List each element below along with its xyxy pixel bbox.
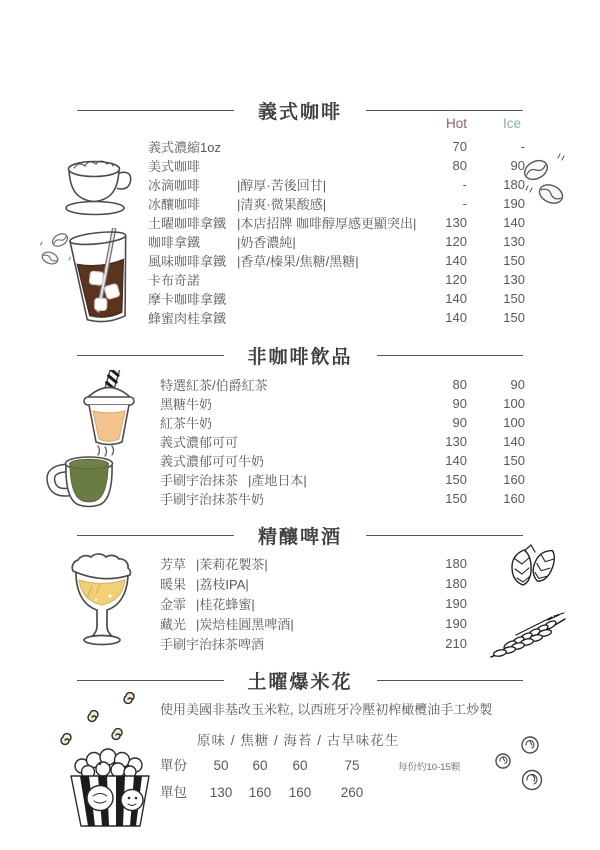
beer-glass-icon bbox=[52, 550, 152, 655]
popcorn-flavors-header: 原味 / 焦糖 / 海苔 / 古早味花生 bbox=[197, 733, 400, 748]
divider-line-right bbox=[366, 535, 523, 536]
non-coffee-item-list bbox=[160, 375, 525, 508]
item-name: 冰滴咖啡 bbox=[148, 178, 201, 193]
section-title-non-coffee: 非咖啡飲品 bbox=[247, 347, 353, 368]
espresso-item-list bbox=[148, 137, 525, 327]
item-price: 190 bbox=[445, 595, 467, 611]
hot-column-label: Hot bbox=[445, 116, 467, 131]
item-price-hot: 120 bbox=[445, 272, 467, 287]
divider-line-left bbox=[77, 535, 234, 536]
item-price-hot: 140 bbox=[445, 253, 467, 268]
menu-item-row bbox=[148, 213, 525, 232]
iced-coffee-icon bbox=[62, 228, 142, 328]
popcorn-price-row-single bbox=[160, 754, 460, 774]
divider-line-right bbox=[377, 680, 524, 681]
item-desc: |香草/榛果/焦糖/黑糖| bbox=[237, 254, 359, 269]
menu-item-row bbox=[160, 573, 525, 593]
item-price-hot: 140 bbox=[445, 291, 467, 306]
menu-item-row bbox=[160, 633, 525, 653]
menu-item-row bbox=[148, 232, 525, 251]
menu-item-row bbox=[160, 553, 525, 573]
coffee-beans-icon bbox=[520, 152, 568, 214]
item-name: 蜂蜜肉桂拿鐵 bbox=[148, 311, 227, 326]
section-header-craft-beer bbox=[77, 522, 523, 549]
item-name: 冰釀咖啡 bbox=[148, 197, 201, 212]
item-price-hot: 120 bbox=[445, 234, 467, 249]
item-price-ice: 160 bbox=[503, 472, 525, 487]
popcorn-price: 75 bbox=[344, 758, 360, 773]
item-name: 特選紅茶/伯爵紅茶 bbox=[160, 378, 268, 393]
popcorn-price: 60 bbox=[292, 758, 308, 773]
item-name: 手刷宇治抹茶牛奶 bbox=[160, 492, 265, 507]
popcorn-price: 160 bbox=[288, 785, 312, 800]
item-price: 180 bbox=[445, 555, 467, 571]
popcorn-price: 260 bbox=[340, 785, 364, 800]
popcorn-serving-note: 每份約10-15顆 bbox=[398, 762, 461, 773]
item-price-hot: 70 bbox=[452, 139, 467, 154]
divider-line-right bbox=[366, 110, 523, 111]
popcorn-row-label: 單份 bbox=[160, 758, 187, 773]
item-price-hot: 140 bbox=[445, 310, 467, 325]
price-column-headers bbox=[148, 116, 525, 131]
item-price-ice: 100 bbox=[503, 396, 525, 411]
item-name: 手刷宇治抹茶啤酒 bbox=[160, 636, 265, 652]
popcorn-price: 50 bbox=[213, 758, 229, 773]
item-name: 黑糖牛奶 bbox=[160, 397, 213, 412]
popcorn-price: 160 bbox=[248, 785, 272, 800]
section-header-popcorn bbox=[77, 667, 523, 694]
section-title-craft-beer: 精釀啤酒 bbox=[258, 527, 343, 548]
item-name: 暖果 bbox=[160, 576, 187, 592]
item-name: 紅茶牛奶 bbox=[160, 416, 213, 431]
item-price-ice: 90 bbox=[510, 377, 525, 392]
item-name: 土曜咖啡拿鐵 bbox=[148, 216, 227, 231]
item-name: 藏光 bbox=[160, 616, 187, 632]
menu-item-row bbox=[148, 289, 525, 308]
popcorn-bits-icon bbox=[490, 732, 552, 798]
item-price-ice: 100 bbox=[503, 415, 525, 430]
divider-line-left bbox=[77, 680, 224, 681]
hops-icon bbox=[505, 542, 563, 592]
item-price-hot: 130 bbox=[445, 215, 467, 230]
item-price-hot: 80 bbox=[452, 377, 467, 392]
menu-item-row bbox=[160, 489, 525, 508]
item-price-hot: 90 bbox=[452, 415, 467, 430]
item-price-ice: 150 bbox=[503, 253, 525, 268]
menu-item-row bbox=[148, 270, 525, 289]
item-desc: |產地日本| bbox=[248, 473, 307, 488]
item-price-ice: 130 bbox=[503, 272, 525, 287]
craft-beer-item-list bbox=[160, 553, 525, 653]
ice-column-label: Ice bbox=[502, 116, 521, 131]
item-price: 180 bbox=[445, 575, 467, 591]
item-desc: |醇厚·苦後回甘| bbox=[237, 178, 327, 193]
item-name: 芳草 bbox=[160, 556, 187, 572]
item-price-ice: 130 bbox=[503, 234, 525, 249]
menu-item-row bbox=[160, 451, 525, 470]
popcorn-box-icon bbox=[48, 692, 173, 832]
item-price-hot: 80 bbox=[452, 158, 467, 173]
item-price-ice: - bbox=[520, 139, 525, 154]
item-desc: |茉莉花製茶| bbox=[196, 556, 268, 572]
menu-item-row bbox=[148, 175, 525, 194]
divider-line-left bbox=[77, 355, 224, 356]
item-price-ice: 190 bbox=[503, 196, 525, 211]
menu-item-row bbox=[160, 413, 525, 432]
popcorn-price-row-pack bbox=[160, 781, 384, 801]
popcorn-price: 60 bbox=[252, 758, 268, 773]
section-header-non-coffee bbox=[77, 342, 523, 369]
item-price-ice: 140 bbox=[503, 434, 525, 449]
item-desc: |本店招牌 咖啡醇厚感更顯突出| bbox=[237, 216, 417, 231]
item-price-hot: 150 bbox=[445, 472, 467, 487]
item-price: 210 bbox=[445, 635, 467, 651]
section-title-popcorn: 土曜爆米花 bbox=[247, 672, 353, 693]
item-price-ice: 160 bbox=[503, 491, 525, 506]
menu-item-row bbox=[148, 251, 525, 270]
menu-item-row bbox=[148, 308, 525, 327]
item-name: 金霏 bbox=[160, 596, 187, 612]
popcorn-row-label: 單包 bbox=[160, 785, 187, 800]
divider-line-right bbox=[377, 355, 524, 356]
item-desc: |荔枝IPA| bbox=[196, 576, 249, 592]
item-desc: |桂花蜂蜜| bbox=[196, 596, 255, 612]
item-name: 咖啡拿鐵 bbox=[148, 235, 201, 250]
item-price-hot: 90 bbox=[452, 396, 467, 411]
item-desc: |奶香濃純| bbox=[237, 235, 296, 250]
item-price-hot: 150 bbox=[445, 491, 467, 506]
matcha-mug-icon bbox=[42, 444, 130, 512]
menu-item-row bbox=[148, 194, 525, 213]
popcorn-price: 130 bbox=[209, 785, 233, 800]
item-name: 手刷宇治抹茶 bbox=[160, 473, 239, 488]
menu-item-row bbox=[160, 432, 525, 451]
item-name: 風味咖啡拿鐵 bbox=[148, 254, 227, 269]
divider-line-left bbox=[77, 110, 234, 111]
item-price-ice: 150 bbox=[503, 291, 525, 306]
item-price-hot: 140 bbox=[445, 453, 467, 468]
menu-item-row bbox=[160, 375, 525, 394]
coffee-cup-icon bbox=[50, 146, 140, 218]
item-price-ice: 140 bbox=[503, 215, 525, 230]
menu-item-row bbox=[160, 470, 525, 489]
menu-item-row bbox=[148, 156, 525, 175]
wheat-icon bbox=[488, 612, 568, 660]
menu-item-row bbox=[160, 593, 525, 613]
section-title-espresso: 義式咖啡 bbox=[258, 102, 343, 123]
item-price-hot: - bbox=[462, 177, 467, 192]
item-price: 190 bbox=[445, 615, 467, 631]
popcorn-description: 使用美國非基改玉米粒, 以西班牙冷壓初榨橄欖油手工炒製 bbox=[160, 702, 493, 717]
item-name: 義式濃郁可可 bbox=[160, 435, 239, 450]
item-price-ice: 180 bbox=[503, 177, 525, 192]
item-price-hot: - bbox=[462, 196, 467, 211]
item-price-ice: 150 bbox=[503, 310, 525, 325]
item-desc: |炭焙桂圓黑啤酒| bbox=[196, 616, 294, 632]
menu-item-row bbox=[160, 394, 525, 413]
item-price-ice: 90 bbox=[510, 158, 525, 173]
item-name: 義式濃郁可可牛奶 bbox=[160, 454, 265, 469]
item-price-hot: 130 bbox=[445, 434, 467, 449]
menu-item-row bbox=[148, 137, 525, 156]
item-name: 卡布奇諾 bbox=[148, 273, 201, 288]
item-name: 摩卡咖啡拿鐵 bbox=[148, 292, 227, 307]
menu-item-row bbox=[160, 613, 525, 633]
item-name: 義式濃縮1oz bbox=[148, 140, 221, 155]
item-desc: |清爽·微果酸感| bbox=[237, 197, 327, 212]
bubble-tea-icon bbox=[74, 370, 144, 448]
item-price-ice: 150 bbox=[503, 453, 525, 468]
item-name: 美式咖啡 bbox=[148, 159, 201, 174]
